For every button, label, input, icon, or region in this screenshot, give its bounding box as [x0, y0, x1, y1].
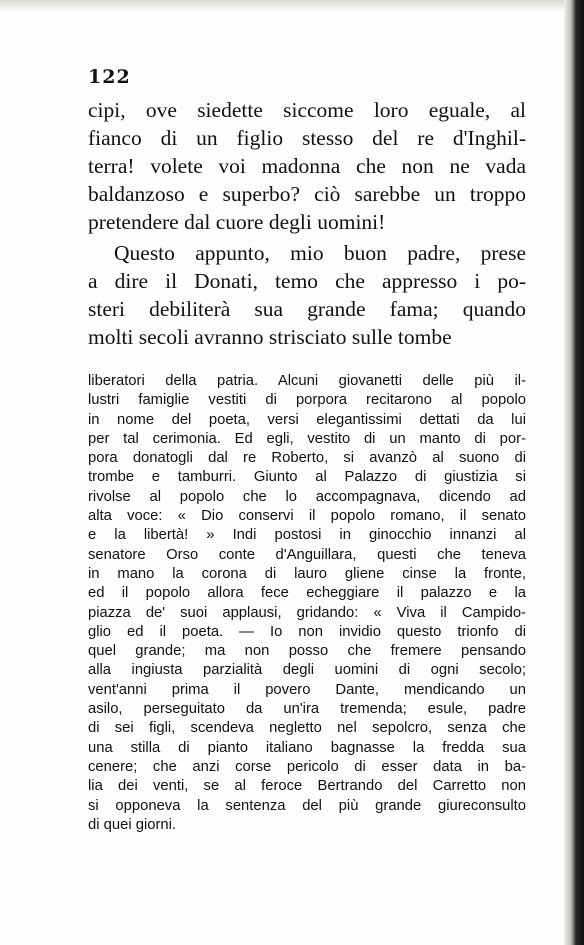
footnote-line: trombe e tamburri. Giunto al Palazzo di giustizia si [88, 469, 526, 486]
main-text-block [88, 96, 526, 351]
footnote-line: alla ingiusta parzialità degli uomini di ogni secolo; [88, 662, 526, 679]
main-text-line: fianco di un figlio stesso del re d'Inghil- [88, 126, 526, 150]
footnote-line: senatore Orso conte d'Anguillara, questi che teneva [88, 546, 526, 563]
book-binding-edge [564, 0, 584, 945]
footnote-line: liberatori della patria. Alcuni giovanetti delle più il- [88, 373, 526, 389]
footnote-line: ed il popolo allora fece echeggiare il palazzo e la [88, 585, 526, 602]
footnote-line: di quei giorni. [88, 816, 177, 833]
main-text-line: Questo appunto, mio buon padre, prese [114, 241, 526, 265]
main-text-line: pretendere dal cuore degli uomini! [88, 210, 386, 234]
page-number: 122 [88, 66, 131, 88]
footnote-line: glio ed il poeta. — Io non invidio questo trionfo di [88, 623, 526, 640]
page-top-shadow [0, 0, 584, 12]
footnote-line: asilo, perseguitato da un'ira tremenda; esule, padre [88, 701, 526, 718]
main-text-line: steri debiliterà sua grande fama; quando [88, 297, 526, 321]
footnote-line: quel grande; ma non posso che fremere pensando [88, 643, 526, 660]
footnote-line: in nome del poeta, versi elegantissimi dettati da lui [88, 411, 526, 428]
footnote-line: per tal cerimonia. Ed egli, vestito di un manto di por- [88, 430, 526, 447]
footnote-line: cenere; che anzi corse pericolo di esser data in ba- [88, 758, 526, 775]
footnote-line: una stilla di pianto italiano bagnasse la fredda sua [88, 739, 526, 756]
footnote-line: e la libertà! » Indi postosi in ginocchio innanzi al [88, 527, 526, 544]
footnote-line: piazza de' suoi applausi, gridando: « Viva il Campido- [88, 604, 526, 621]
footnote-line: si opponeva la sentenza del più grande giureconsulto [88, 797, 526, 814]
footnote-line: rivolse al popolo che lo accompagnava, dicendo ad [88, 488, 526, 505]
footnote-line: di sei figli, scendeva negletto nel sepolcro, senza che [88, 720, 526, 737]
footnote-line: lia dei venti, se al feroce Bertrando del Carretto non [88, 778, 526, 795]
main-text-line: terra! volete voi madonna che non ne vada [88, 154, 526, 178]
footnote-line: vent'anni prima il povero Dante, mendicando un [88, 681, 526, 698]
main-text-line: molti secoli avranno strisciato sulle tombe [88, 325, 452, 349]
footnote-line: in mano la corona di lauro gliene cinse la fronte, [88, 565, 526, 582]
footnote-line: lustri famiglie vestiti di porpora recitarono al popolo [88, 392, 526, 409]
main-text-line: baldanzoso e superbo? ciò sarebbe un troppo [88, 182, 526, 206]
main-text-line: a dire il Donati, temo che appresso i po- [88, 269, 526, 293]
footnote-line: pora donatogli dal re Roberto, si avanzò al suono di [88, 450, 526, 467]
main-text-line: cipi, ove siedette siccome loro eguale, al [88, 98, 526, 122]
footnote-block [88, 372, 526, 835]
footnote-line: alta voce: « Dio conservi il popolo romano, il senato [88, 508, 526, 525]
